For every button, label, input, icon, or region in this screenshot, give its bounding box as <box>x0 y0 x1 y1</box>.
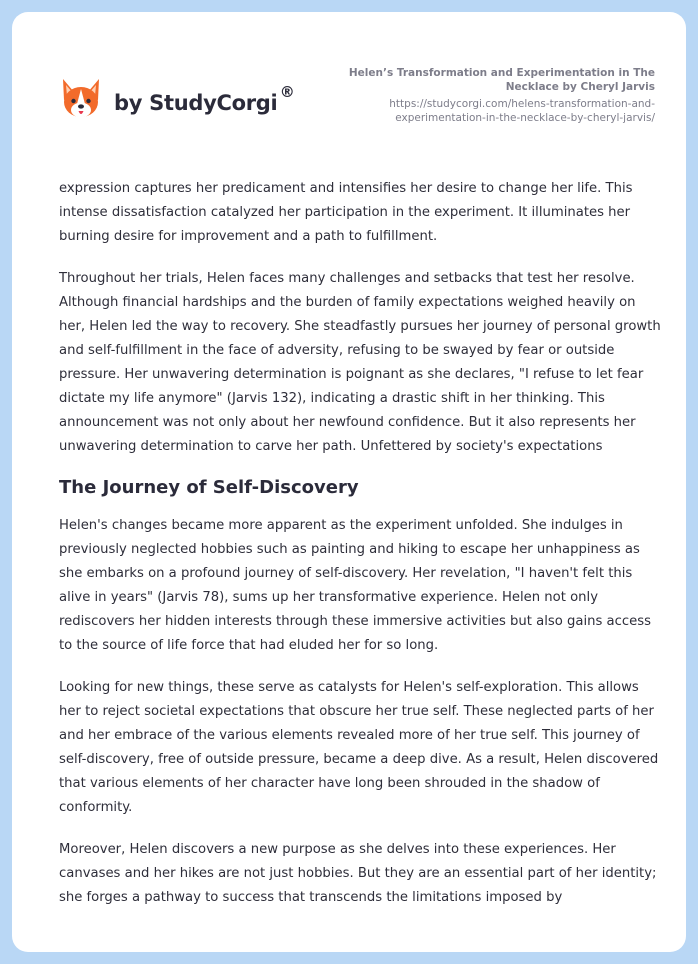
document-page <box>12 12 686 952</box>
paragraph: Looking for new things, these serve as catalysts for Helen's self-exploration. This allows her to reject societal expectations that obscure her true self. These neglected parts of her and her embrace of the various elements revealed more of her true self. This journey of self-discovery, free of outside pressure, became a deep dive. As a result, Helen discovered that various elements of her character have long been shrouded in the shadow of conformity. <box>59 680 659 815</box>
paragraph: Moreover, Helen discovers a new purpose as she delves into these experiences. Her canvases and her hikes are not just hobbies. But they are an essential part of her identity; she forges a pathway to success that transcends the limitations imposed by <box>59 842 657 905</box>
paragraph: expression captures her predicament and intensifies her desire to change her life. This intense dissatisfaction catalyzed her participation in the experiment. It illuminates her burning desire for improvement and a path to fulfillment. <box>59 181 633 244</box>
registered-mark: ® <box>279 83 295 101</box>
corgi-icon <box>60 76 102 122</box>
paragraph: Helen's changes became more apparent as the experiment unfolded. She indulges in previously neglected hobbies such as painting and hiking to escape her unhappiness as she embarks on a profound journey of self-discovery. Her revelation, "I haven't felt this alive in years" (Jarvis 78), sums up her transformative experience. Helen not only rediscovers her hidden interests through these immersive activities but also gains access to the source of life force that had eluded her for so long. <box>59 518 651 653</box>
document-url[interactable]: https://studycorgi.com/helens-transformation-and-experimentation-in-the-necklace-by-cheryl-jarvis/ <box>389 98 655 124</box>
document-title: Helen’s Transformation and Experimentation in The Necklace by Cheryl Jarvis <box>348 67 655 93</box>
essay-body <box>59 177 661 928</box>
brand-text: by StudyCorgi <box>114 91 278 115</box>
paragraph: Throughout her trials, Helen faces many challenges and setbacks that test her resolve. Although financial hardships and the burden of family expectations weighed heavily on her, Helen led the way to recovery. She steadfastly pursues her journey of personal growth and self-fulfillment in the face of adversity, refusing to be swayed by fear or outside pressure. Her unwavering determination is poignant as she declares, "I refuse to let fear dictate my life anymore" (Jarvis 132), indicating a drastic shift in her thinking. This announcement was not only about her newfound confidence. But it also represents her unwavering determination to carve her path. Unfettered by society's expectations <box>59 271 661 454</box>
section-heading: The Journey of Self-Discovery <box>59 477 359 498</box>
studycorgi-logo[interactable] <box>60 76 295 122</box>
brand-name <box>114 83 295 115</box>
document-source <box>325 66 655 125</box>
